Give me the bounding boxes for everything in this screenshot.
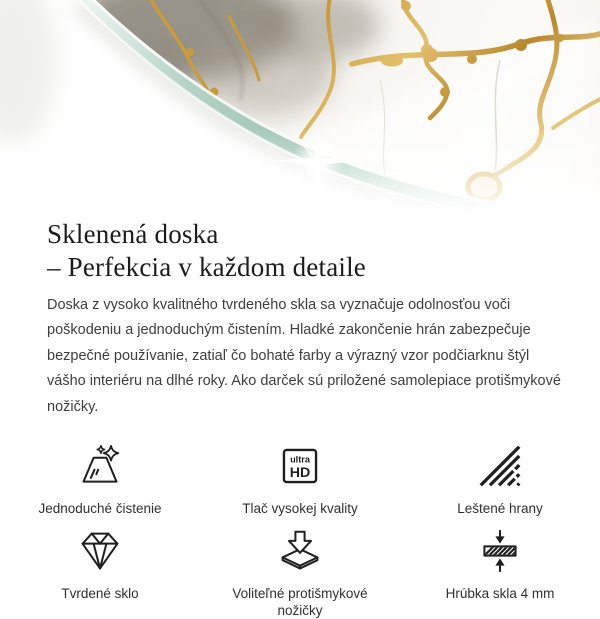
feature-label: Tlač vysokej kvality	[242, 501, 358, 517]
glass-board-photo	[0, 0, 600, 215]
ultra-hd-text-bottom: HD	[289, 465, 311, 482]
product-description: Doska z vysoko kvalitného tvrdeného skla sa vyznačuje odolnosťou voči poškodeniu a jednoduchým čistením. Hladké zakončenie hrán zabezpečuje bezpečné používanie, zatiaľ čo bohaté farby a výrazný vzor podčiarknu štýl vášho interiéru na dlhé roky. Ako darček sú priložené samolepiace protišmykové nožičky.	[47, 297, 561, 415]
feature-item-glass-thickness	[400, 529, 600, 619]
feature-label: Voliteľné protišmykové nožičky	[232, 586, 368, 619]
ultra-hd-icon	[278, 444, 322, 488]
diamond-icon	[78, 529, 122, 573]
feature-label: Leštené hrany	[457, 501, 543, 517]
page-title-line1: Sklenená doska	[47, 219, 219, 249]
feature-item-polished-edges	[400, 444, 600, 517]
product-hero-image	[0, 0, 600, 215]
ultra-hd-text-top: ultra	[290, 454, 310, 465]
page-title-line2: – Perfekcia v každom detaile	[47, 252, 366, 282]
feature-item-print-quality	[200, 444, 400, 517]
feature-label: Tvrdené sklo	[61, 586, 139, 602]
page-title	[47, 218, 600, 284]
feature-item-anti-slip-feet	[200, 529, 400, 619]
feature-item-easy-cleaning	[0, 444, 200, 517]
feature-label: Jednoduché čistenie	[38, 501, 162, 517]
feature-label: Hrúbka skla 4 mm	[445, 586, 555, 602]
sparkle-clean-icon	[78, 444, 122, 488]
features-grid	[0, 444, 600, 619]
anti-slip-feet-icon	[278, 529, 322, 573]
polished-edges-icon	[478, 444, 522, 488]
feature-item-tempered-glass	[0, 529, 200, 619]
glass-thickness-icon	[478, 529, 522, 573]
